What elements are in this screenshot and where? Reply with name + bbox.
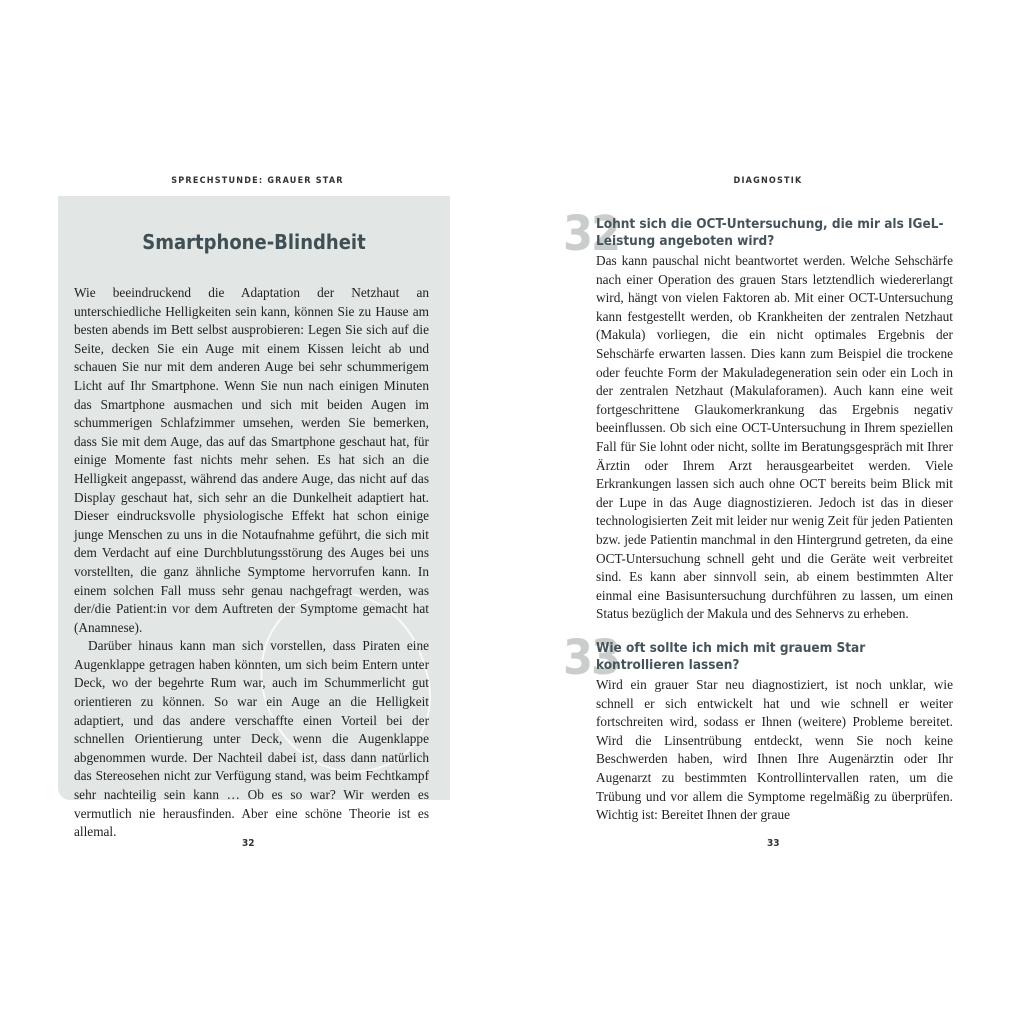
question-title: Lohnt sich die OCT-Untersuchung, die mir als IGeL-Leistung angeboten wird? <box>596 216 944 249</box>
sidebar-paragraph: Darüber hinaus kann man sich vorstellen, dass Piraten eine Augenklappe getragen haben könnten, um sich beim Entern unter Deck, wo der begehrte Rum war, auch im Schummerlicht gut orientieren zu können. So war ein Auge an die Helligkeit adaptiert, und das andere verschaffte einen Vorteil bei der schnellen Orientierung unter Deck, wenn die Augenklappe abgenommen wurde. Der Nachteil dabei ist, dass dann natürlich das Stereosehen nicht zur Verfügung stand, was beim Fechtkampf sehr nachteilig sein kann … Ob es so war? Wir werden es vermutlich nie herausfinden. Aber eine schöne Theorie ist es allemal. <box>74 638 429 840</box>
page-number-left: 32 <box>242 838 255 849</box>
question-number: 33 <box>563 630 620 686</box>
running-head-left: SPRECHSTUNDE: GRAUER STAR <box>171 176 344 186</box>
question-number: 32 <box>563 206 620 262</box>
sidebar-box <box>58 196 450 840</box>
question-block <box>563 206 953 624</box>
sidebar-body <box>74 284 429 842</box>
question-title: Wie oft sollte ich mich mit grauem Star kontrollieren lassen? <box>596 640 866 673</box>
running-head-right: DIAGNOSTIK <box>733 176 803 186</box>
page-number-right: 33 <box>767 838 780 849</box>
question-answer: Das kann pauschal nicht beantwortet werden. Welche Sehschärfe nach einer Operation des grauen Stars letztendlich wiedererlangt wird, hängt von vielen Faktoren ab. Mit einer OCT-Untersuchung kann festgestellt werden, ob Krankheiten der zentralen Netzhaut (Makula) vorliegen, die ein nicht optimales Ergebnis der Sehschärfe erwarten lassen. Dies kann zum Beispiel die trockene oder feuchte Form der Makuladegeneration sein oder ein Loch in der zentralen Netzhaut (Makulaforamen). Auch kann eine weit fortgeschrittene Glaukomerkrankung das Ergebnis negativ beeinflussen. Ob sich eine OCT-Untersuchung in Ihrem speziellen Fall für Sie lohnt oder nicht, sollte im Beratungsgespräch mit Ihrer Ärztin oder Ihrem Arzt herausgearbeitet werden. Viele Erkrankungen lassen sich auch ohne OCT bereits beim Blick mit der Lupe in das Auge diagnostizieren. Jedoch ist das in dieser technologisierten Zeit mit leider nur wenig Zeit für jeden Patienten bzw. jede Patientin manchmal in den Hintergrund getreten, da eine OCT-Untersuchung schnell geht und die Geräte weit verbreitet sind. Es kann aber sinnvoll sein, ab einem bestimmten Alter einmal eine Basisuntersuchung durchführen zu lassen, um einen Status bezüglich der Makula und des Sehnervs zu erheben. <box>596 253 953 622</box>
sidebar-paragraph: Wie beeindruckend die Adaptation der Netzhaut an unterschiedliche Helligkeiten sein kann, können Sie zu Hause am besten abends im Bett selbst ausprobieren: Legen Sie sich auf die Seite, decken Sie ein Auge mit einem Kissen leicht ab und schauen Sie nur mit dem anderen Auge bei sehr schummerigem Licht auf Ihr Smartphone. Wenn Sie nun nach einigen Minuten das Smartphone ausmachen und sich mit beiden Augen im schummerigen Schlafzimmer umsehen, werden Sie bemerken, dass Sie mit dem Auge, das auf das Smartphone geschaut hat, für einige Momente fast nichts mehr sehen. Es hat sich an die Helligkeit angepasst, während das andere Auge, das nicht auf das Display geschaut hat, sich sehr an die Dunkelheit adaptiert hat. Dieser eindrucksvolle physiologische Effekt hat schon einige junge Menschen zu uns in die Notaufnahme geführt, die sich mit dem Verdacht auf eine Durchblutungsstörung des Auges bei uns vorstellten, die ganz ähnliche Symptome hervorrufen kann. In einem solchen Fall muss sehr genau nachgefragt werden, was der/die Patient:in vor dem Auftreten der Symptome gemacht hat (Anamnese). <box>74 285 429 635</box>
question-answer: Wird ein grauer Star neu diagnostiziert, ist noch unklar, wie schnell er sich entwickelt hat und wie schnell er weiter fortschreiten wird, sodass er Ihnen (weitere) Probleme bereitet. Wird die Linsentrübung entdeckt, wenn Sie noch keine Beschwerden haben, wird Ihnen Ihre Augenärztin oder Ihr Augenarzt zu bestimmten Kontrollintervallen raten, um die Trübung und vor allem die Symptome regelmäßig zu überprüfen. Wichtig ist: Bereitet Ihnen der graue <box>596 677 953 823</box>
sidebar-title: Smartphone-Blindheit <box>142 230 366 254</box>
question-block <box>563 630 953 825</box>
